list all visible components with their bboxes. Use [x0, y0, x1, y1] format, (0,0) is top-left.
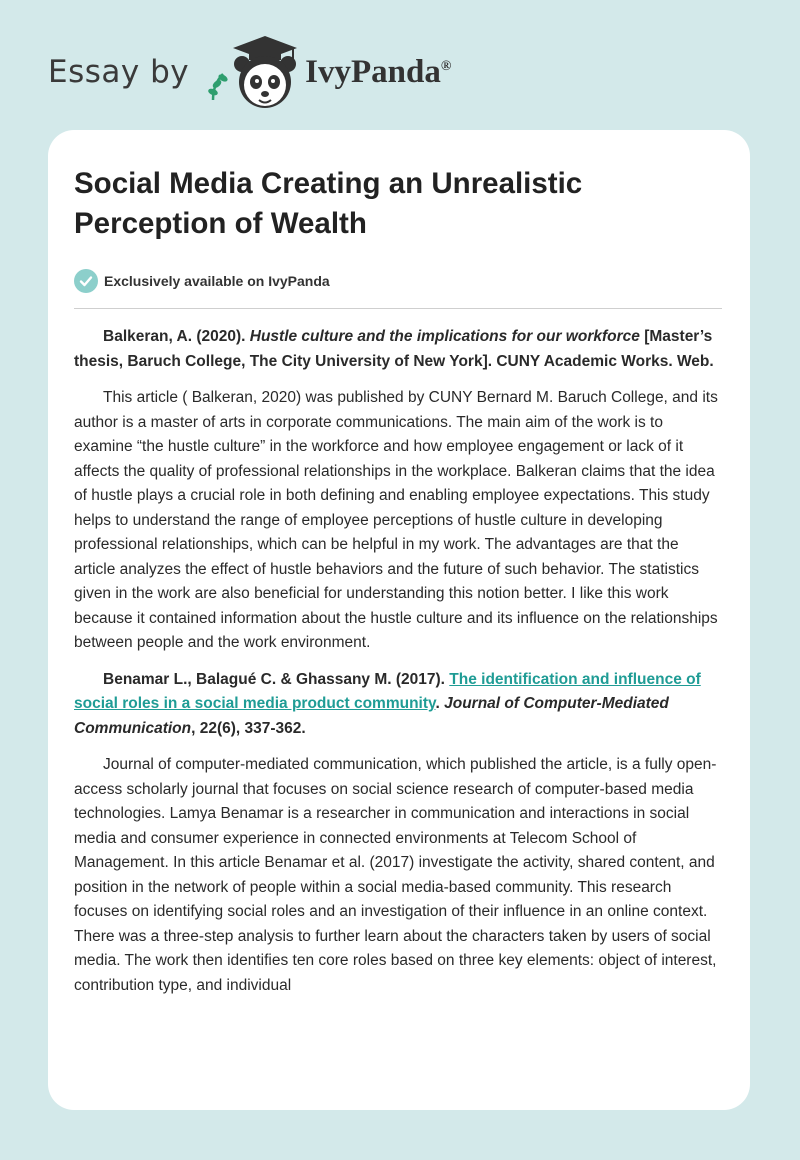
reference-1 [74, 325, 722, 374]
ref-2-rest: , 22(6), 337-362. [191, 719, 306, 737]
panda-logo-icon[interactable] [203, 30, 299, 114]
brand-header [48, 30, 451, 114]
ref-1-rest: [Master’s thesis, Baruch College, The City University of New York]. CUNY Academic Works. Web. [74, 328, 714, 370]
essay-title: Social Media Creating an Unrealistic Perception of Wealth [74, 167, 583, 240]
ref-2-journal: Journal of Computer-Mediated Communication [74, 695, 669, 737]
exclusive-badge [74, 266, 722, 296]
brand-name: IvyPanda [305, 53, 441, 90]
badge-label: Exclusively available on IvyPanda [104, 273, 330, 289]
body-paragraph-1: This article ( Balkeran, 2020) was published by CUNY Bernard M. Baruch College, and its author is a master of arts in corporate communications. The main aim of the work is to examine “the hustle culture” in the workforce and how employee engagement or lack of it affects the quality of professional relationships in the workplace. Balkeran claims that the idea of hustle plays a crucial role in both defining and enabling employee expectations. This study helps to understand the range of employee perceptions of hustle culture in developing professional relationships, which can be helpful in my work. The advantages are that the article analyzes the effect of hustle behaviors and the future of such behavior. The statistics given in the work are also beneficial for understanding this notion better. I like this work because it contained information about the hustle culture and its influence on the relationships between people and the work environment. [74, 389, 718, 651]
ref-2-authors: Benamar L., Balagué C. & Ghassany M. (2017). [103, 670, 450, 688]
divider [74, 308, 722, 309]
ref-2-separator: . [435, 695, 445, 712]
essay-by-label: Essay by [48, 54, 190, 90]
ref-1-title: Hustle culture and the implications for our workforce [249, 328, 640, 345]
body-paragraph-2: Journal of computer-mediated communication, which published the article, is a fully open-access scholarly journal that focuses on social science research of computer-based media technologies. Lamya Benamar is a researcher in communication and interactions in social media and consumer experience in connected environments at Telecom School of Management. In this article Benamar et al. (2017) investigate the activity, shared content, and position in the network of people within a social media-based community. This research focuses on identifying social roles and an investigation of their influence in an online context. There was a three-step analysis to further learn about the characters taken by users of social media. The work then identifies ten core roles based on three key elements: object of interest, contribution type, and individual [74, 756, 717, 994]
ref-2-title-link[interactable]: The identification and influence of social roles in a social media product community [74, 670, 701, 712]
reference-2 [74, 668, 722, 742]
brand-wordmark[interactable] [305, 54, 451, 91]
check-icon [74, 269, 98, 293]
registered-mark: ® [440, 58, 452, 74]
essay-card [48, 130, 750, 1110]
ref-1-authors: Balkeran, A. (2020). [103, 328, 250, 345]
